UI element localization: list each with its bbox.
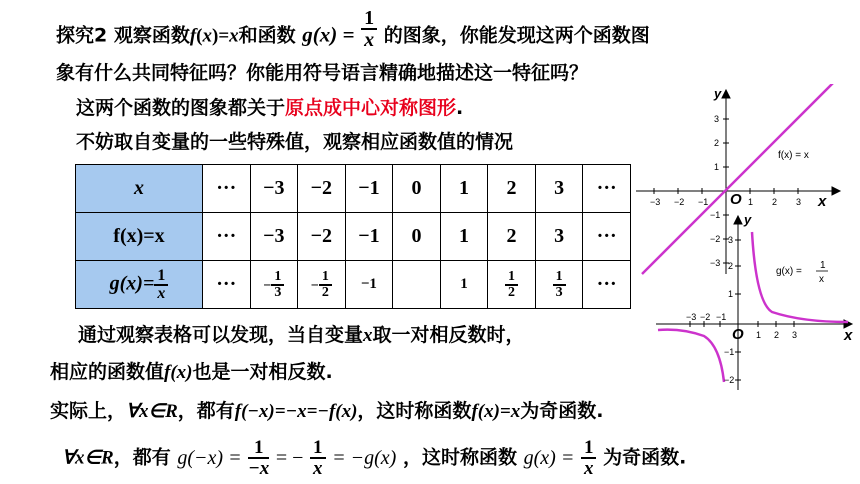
text: 也是一对相反数. (192, 361, 333, 383)
origin-label: O (730, 191, 742, 208)
tick: 3 (728, 235, 734, 245)
equals-minus: = − (275, 447, 304, 469)
tick: 2 (728, 261, 734, 271)
function-label-num: 1 (820, 260, 826, 271)
table-cell (298, 261, 346, 309)
fraction: $\frac{1}{x}$ (581, 438, 597, 478)
table-cell: ··· (583, 261, 631, 309)
table-cell: −2 (298, 213, 346, 261)
x-symbol-2: x (229, 25, 239, 47)
table-cell: −2 (298, 165, 346, 213)
text: 实际上， (50, 400, 127, 422)
table-row (76, 261, 631, 309)
tick: −3 (710, 258, 721, 268)
x-arrow (832, 187, 840, 195)
definition-line-f (50, 402, 603, 421)
table-cell: ··· (583, 165, 631, 213)
g-neg-x: g(−x) = (177, 447, 242, 469)
y-arrow (722, 90, 730, 98)
row-header-gx (76, 261, 203, 309)
tick: −1 (716, 312, 727, 322)
tick: −3 (686, 312, 697, 322)
tick: −1 (710, 210, 721, 220)
table-cell: −3 (250, 213, 298, 261)
text-rest: 的图象，你能发现这两个函数图 (383, 24, 650, 47)
text: ，这时称函数 (357, 400, 472, 422)
tick: 3 (796, 197, 802, 207)
tick: 2 (774, 330, 780, 340)
tick: −3 (650, 197, 661, 207)
table-cell: ··· (203, 213, 251, 261)
table-cell (535, 261, 583, 309)
function-label: g(x) = (776, 266, 802, 277)
y-arrow (734, 216, 742, 224)
definition-line-g (62, 438, 686, 478)
x-symbol: x (363, 325, 373, 346)
tick: −2 (700, 312, 711, 322)
problem-line-2: 象有什么共同特征吗？你能用符号语言精确地描述这一特征吗？ (56, 62, 589, 84)
conclusion-line-2 (50, 363, 333, 382)
fraction: $\frac{1}{3}$ (271, 270, 284, 300)
text: 相应的函数值 (50, 361, 165, 383)
table-cell: 1 (440, 213, 488, 261)
table-cell: ··· (203, 261, 251, 309)
g-function: g(x) = (302, 22, 355, 47)
tick: 1 (714, 162, 720, 172)
text: 取一对相反数时， (372, 324, 525, 346)
tick: −2 (724, 375, 735, 385)
g-branch-negative (658, 330, 724, 382)
g-branch-positive (752, 232, 848, 322)
table-cell: ··· (583, 213, 631, 261)
eq: )= (212, 25, 230, 47)
fraction: $\frac{1}{2}$ (319, 270, 332, 300)
tick: 1 (728, 289, 734, 299)
text-and: 和函数 (238, 24, 296, 47)
text: ，都有 (177, 400, 235, 422)
forall-expression: ∀x∈R (126, 401, 178, 422)
text: 探究2 观察函数 (56, 24, 190, 47)
table-cell (488, 261, 536, 309)
tick: 2 (772, 197, 778, 207)
table-cell: 1 (440, 261, 488, 309)
table-cell: −3 (250, 165, 298, 213)
g-definition: g(x) = (523, 447, 575, 469)
fraction: $\frac{1}{x}$ (310, 438, 326, 478)
table-cell: −1 (345, 261, 393, 309)
text: 这两个函数的图象都关于 (76, 97, 286, 119)
gx-label: g(x)= (109, 272, 155, 295)
x-axis-label: x (818, 193, 827, 210)
highlight-text: 原点成中心对称图形 (285, 97, 457, 119)
conclusion-line-1 (78, 326, 525, 345)
tick: 2 (714, 138, 720, 148)
fraction: $\frac{1}{x}$ (154, 268, 168, 302)
table-cell: 2 (488, 213, 536, 261)
table-cell: 2 (488, 165, 536, 213)
tick: −2 (710, 234, 721, 244)
observation-line (76, 99, 463, 118)
tick: 1 (756, 330, 762, 340)
graph-g-reciprocal (652, 212, 858, 392)
table-cell (393, 261, 441, 309)
fraction: $\frac{1}{-x}$ (248, 437, 270, 479)
period: . (456, 97, 464, 119)
table-row (76, 213, 631, 261)
x-symbol: x (202, 25, 212, 47)
row-header-x: x (76, 165, 203, 213)
fraction: $\frac{1}{2}$ (505, 270, 518, 300)
fraction-1-over-x: $\frac{1}{x}$ (361, 8, 377, 50)
tick: 3 (792, 330, 798, 340)
table-cell: 3 (535, 213, 583, 261)
fx-symbol: f(x) (164, 362, 193, 383)
origin-label: O (732, 326, 744, 343)
text: 通过观察表格可以发现，当自变量 (78, 324, 364, 346)
tick: 1 (748, 197, 754, 207)
row-header-fx: f(x)=x (76, 213, 203, 261)
f-symbol: f (189, 25, 197, 47)
tick: −2 (674, 197, 685, 207)
minus-sign: − (263, 278, 272, 294)
table-cell: 0 (393, 165, 441, 213)
table-cell: 0 (393, 213, 441, 261)
table-cell (250, 261, 298, 309)
odd-identity: f(−x)=−x=−f(x) (234, 401, 358, 422)
text: ，这时称函数 (402, 446, 517, 469)
neg-g-x: = −g(x) (332, 447, 397, 469)
table-row (76, 165, 631, 213)
f-definition: f(x)=x (471, 401, 521, 422)
y-axis-label: y (714, 86, 722, 101)
table-cell: 3 (535, 165, 583, 213)
table-cell: −1 (345, 165, 393, 213)
minus-sign: − (310, 278, 319, 294)
instruction-line: 不妨取自变量的一些特殊值，观察相应函数值的情况 (76, 131, 514, 153)
table-cell: ··· (203, 165, 251, 213)
y-axis-label: y (744, 212, 752, 227)
text: ，都有 (113, 446, 171, 469)
value-table (75, 164, 631, 309)
function-label-den: x (819, 274, 824, 285)
tick: 3 (714, 114, 720, 124)
function-label: f(x) = x (778, 150, 809, 161)
paren: ( (196, 25, 203, 47)
forall-expression: ∀x∈R (62, 447, 114, 469)
fraction: $\frac{1}{3}$ (553, 270, 566, 300)
text: 为奇函数. (520, 400, 604, 422)
tick: −1 (698, 197, 709, 207)
tick: −1 (724, 347, 735, 357)
text: 为奇函数. (603, 446, 687, 469)
table-cell: 1 (440, 165, 488, 213)
problem-line-1 (56, 7, 650, 51)
x-axis-label: x (844, 327, 853, 344)
table-cell: −1 (345, 213, 393, 261)
